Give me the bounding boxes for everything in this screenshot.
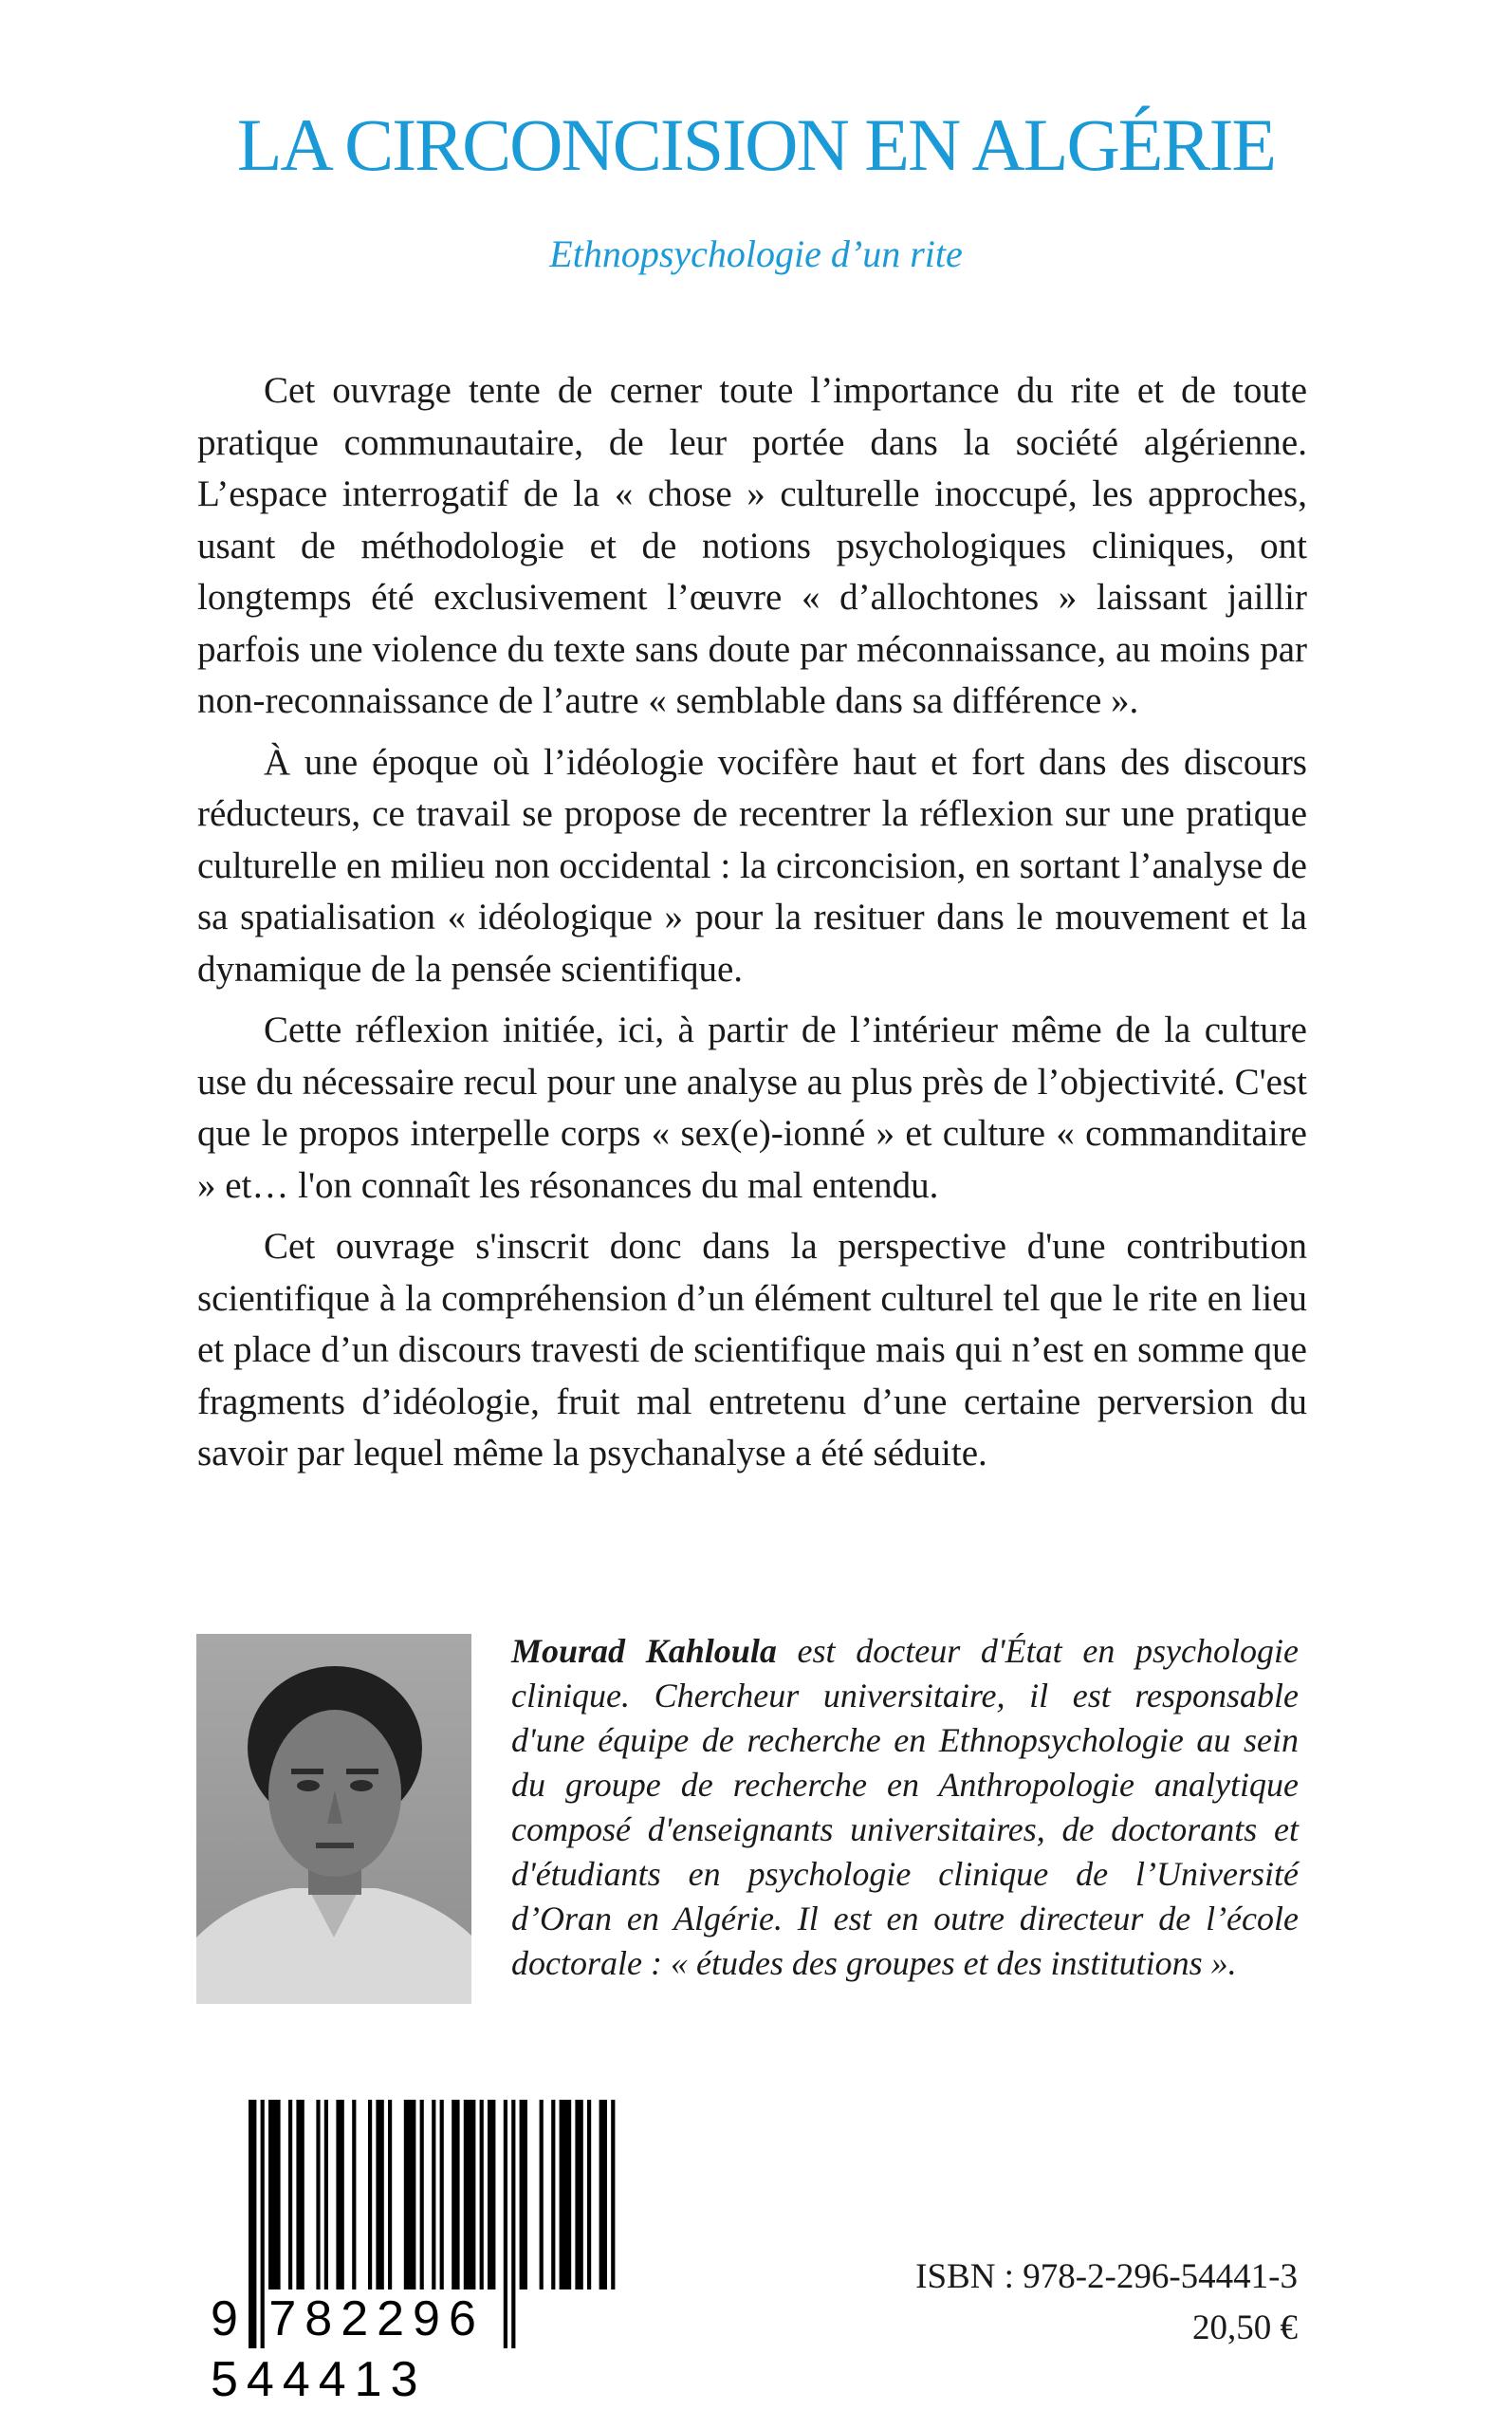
barcode-bar	[599, 2100, 607, 2290]
barcode-bar	[268, 2100, 281, 2290]
barcode-bar	[540, 2100, 544, 2290]
barcode-bar	[575, 2100, 582, 2290]
author-bio-text: est docteur d'État en psychologie clinique. Chercheur universitaire, il est responsable d'une équipe de recherche en Ethnopsychologie au sein du groupe de recherche en Anthropologie analytique composé d'enseignants universitaires, de doctorants et d'étudiants en psychologie clinique de l’Université d’Oran en Algérie. Il est en outre directeur de l’école doctorale : « études des groupes et des institutions ».	[511, 1632, 1299, 1982]
isbn: ISBN : 978-2-296-54441-3	[915, 2257, 1298, 2296]
barcode-bar	[368, 2100, 372, 2290]
barcode-bar	[440, 2100, 444, 2290]
barcode-bar	[464, 2100, 476, 2290]
barcode-bar	[352, 2100, 356, 2290]
barcode-bar	[611, 2100, 615, 2290]
paragraph: À une époque où l’idéologie vocifère haut et fort dans des discours réducteurs, ce travail se propose de recentrer la réflexion sur une pratique culturelle en milieu non occidental : la circoncision, en sortant l’analyse de sa spatialisation « idéologique » pour la resituer dans le mouvement et la dynamique de la pensée scientifique.	[197, 741, 1307, 990]
author-name: Mourad Kahloula	[511, 1632, 777, 1670]
paragraph: Cet ouvrage s'inscrit donc dans la perspective d'une contribution scientifique à la compréhension d’un élément culturel tel que le rite en lieu et place d’un discours travesti de scientifique mais qui n’est en somme que fragments d’idéologie, fruit mal entretenu d’une certaine perversion du savoir par lequel même la psychanalyse a été séduite.	[197, 1226, 1307, 1474]
barcode-bar	[296, 2100, 304, 2290]
author-bio	[511, 1629, 1299, 1986]
barcode-bar	[404, 2100, 416, 2290]
barcode-bar	[480, 2100, 484, 2290]
barcode-bar	[452, 2100, 459, 2290]
barcode-bar	[420, 2100, 424, 2290]
barcode-bar	[520, 2100, 527, 2290]
book-subtitle: Ethnopsychologie d’un rite	[549, 232, 963, 275]
author-portrait-icon	[196, 1634, 471, 2004]
barcode-bar	[336, 2100, 343, 2290]
paragraph: Cet ouvrage tente de cerner toute l’importance du rite et de toute pratique communautaire, de leur portée dans la société algérienne. L’espace interrogatif de la « chose » culturelle inoccupé, les approches, usant de méthodologie et de notions psychologiques cliniques, ont longtemps été exclusivement l’œuvre « d’allochtones » laissant jaillir parfois une violence du texte sans doute par méconnaissance, au moins par non-reconnaissance de l’autre « semblable dans sa différence ».	[197, 370, 1307, 721]
barcode-bar	[388, 2100, 392, 2290]
barcode-bar	[432, 2100, 435, 2290]
back-cover-text	[197, 365, 1307, 1490]
barcode-bar	[316, 2100, 320, 2290]
barcode-bar	[376, 2100, 383, 2290]
barcode-bar	[560, 2100, 572, 2290]
barcode-digits: 9 782296 544413	[211, 2291, 485, 2407]
paragraph: Cette réflexion initiée, ici, à partir de l’intérieur même de la culture use du nécessaire recul pour une analyse au plus près de l’objectivité. C'est que le propos interpelle corps « sex(e)-ionné » et culture « commanditaire » et… l'on connaît les résonances du mal entendu.	[197, 1010, 1307, 1206]
barcode-bar	[324, 2100, 328, 2290]
barcode-bar	[551, 2100, 555, 2290]
price: 20,50 €	[1192, 2308, 1298, 2347]
author-photo	[196, 1634, 471, 2004]
barcode-bar	[587, 2100, 591, 2290]
barcode-bar	[488, 2100, 495, 2290]
barcode-bar	[288, 2100, 292, 2290]
book-title: LA CIRCONCISION EN ALGÉRIE	[236, 103, 1276, 186]
